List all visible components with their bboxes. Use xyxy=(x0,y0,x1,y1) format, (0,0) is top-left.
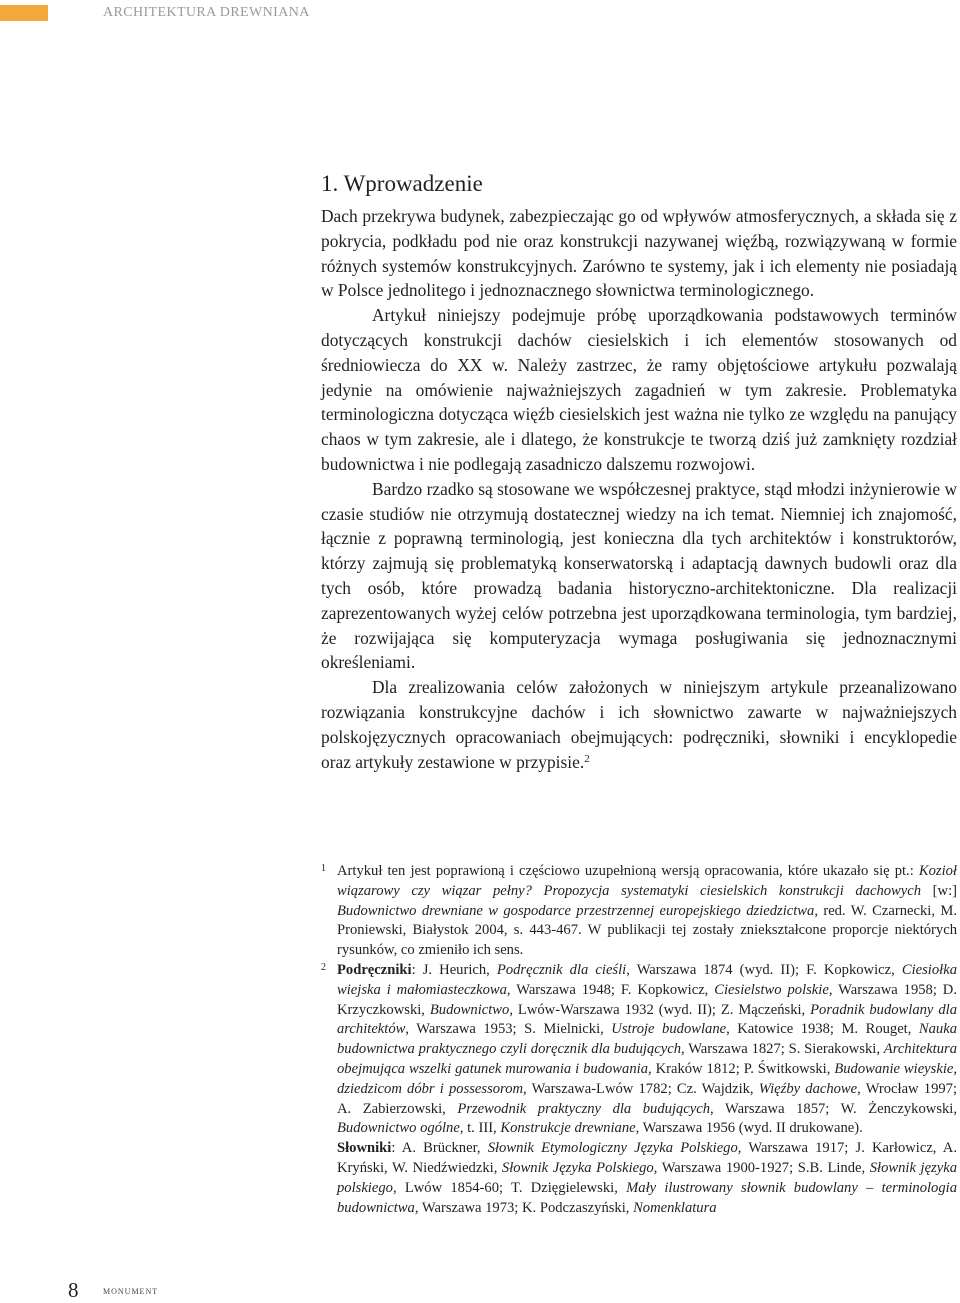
fn-title: Konstrukcje drewniane xyxy=(500,1120,636,1137)
page-number: 8 xyxy=(68,1278,79,1302)
footnote-number: 2 xyxy=(321,961,326,973)
fn-text: [w:] xyxy=(921,882,957,899)
paragraph-2: Artykuł niniejszy podejmuje próbę uporządkowania podstawowych terminów dotyczących konstrukcji dachów ciesielskich i ich elementów stosowanych od średniowiecza do XX w. Należy zastrzec, że ramy objętościowe artykułu pozwalają jedynie na omówienie najważniejszych zagadnień w tym zakresie. Problematyka terminologiczna dotycząca więźb ciesielskich jest ważna nie tylko ze względu na panujący chaos w tym zakresie, ale i dlatego, że konstrukcje te tworzą dziś już zamknięty rozdział budownictwa i nie podlegają zasadniczo dalszemu rozwojowi. xyxy=(321,305,957,474)
fn-title: Ustroje budowlane xyxy=(611,1021,727,1038)
footnote-1 xyxy=(321,862,957,961)
fn-text: , t. III, xyxy=(459,1120,501,1137)
footnotes xyxy=(321,862,957,1218)
fn-text: , Lwów 1854-60; T. Dzięgielewski, xyxy=(392,1179,627,1196)
footnote-2 xyxy=(321,961,957,1139)
fn-text: , Kraków 1812; P. Świtkowski, xyxy=(648,1060,835,1077)
running-header: ARCHITEKTURA DREWNIANA xyxy=(103,5,310,20)
fn-text: , Wrocław 1997; A. Zabierzowski, xyxy=(337,1080,958,1117)
fn-title: Słownik języka polskiego xyxy=(337,1159,957,1196)
fn-text: , Warszawa-Lwów 1782; Cz. Wajdzik, xyxy=(523,1080,759,1097)
paragraph-4-text: Dla zrealizowania celów założonych w niniejszym artykule przeanalizowano rozwiązania konstrukcyjne dachów i ich słownictwo zawarte w najważniejszych polskojęzycznych opracowaniach obejmujących: podręczniki, słowniki i encyklopedie oraz artykuły zestawione w przypisie. xyxy=(321,677,957,772)
fn-text: , Warszawa 1857; W. Żenczykowski, xyxy=(710,1100,957,1117)
fn-title: Słownik Języka Polskiego xyxy=(501,1159,654,1176)
fn-text: , Warszawa 1958; D. Krzyczkowski, xyxy=(337,981,957,1018)
fn-text: , Warszawa 1874 (wyd. II); F. Kopkowicz, xyxy=(626,961,902,978)
fn-title: Budownictwo xyxy=(429,1001,510,1018)
fn-title: Architektura obejmująca wszelki gatunek murowania i budowania xyxy=(337,1041,957,1077)
fn-text: Artykuł ten jest poprawioną i częściowo uzupełnioną wersją opracowania, które ukazało się pt.: xyxy=(337,863,919,879)
body-text xyxy=(321,204,957,774)
fn-label: Podręczniki xyxy=(337,961,412,978)
fn-text: , Warszawa 1956 (wyd. II drukowane). xyxy=(635,1120,863,1137)
fn-title: Nauka budownictwa praktycznego czyli doręcznik dla budujących xyxy=(337,1021,958,1058)
fn-text: , Warszawa 1953; S. Mielnicki, xyxy=(405,1021,612,1038)
fn-title: Więźby dachowe xyxy=(758,1080,858,1097)
fn-text: , Warszawa 1973; K. Podczaszyński, xyxy=(414,1199,634,1216)
fn-title: Przewodnik praktyczny dla budujących xyxy=(457,1100,711,1117)
paragraph-1: Dach przekrywa budynek, zabezpieczając go od wpływów atmosferycznych, a składa się z pokrycia, podkładu pod nie oraz konstrukcji nazywanej więźbą, rozwiązywaną w formie różnych systemów konstrukcyjnych. Zarówno te systemy, jak i ich elementy nie posiadają w Polsce jednolitego i jednoznacznego słownictwa terminologicznego. xyxy=(321,206,957,301)
footnote-2-continued xyxy=(321,1139,957,1218)
fn-text: , Warszawa 1900-1927; S.B. Linde, xyxy=(653,1159,870,1176)
fn-text: , Lwów-Warszawa 1932 (wyd. II); Z. Mączeński, xyxy=(509,1001,811,1018)
fn-text: , Katowice 1938; M. Rouget, xyxy=(726,1021,919,1038)
fn-text: : J. Heurich, xyxy=(411,961,497,978)
fn-title: Mały ilustrowany słownik budowlany – terminologia budownictwa xyxy=(337,1179,957,1216)
fn-text: , Warszawa 1827; S. Sierakowski, xyxy=(681,1041,884,1058)
fn-title: Podręcznik dla cieśli xyxy=(496,961,627,978)
fn-title: Budowanie wieyskie, dziedzicom dóbr i possessorom xyxy=(337,1060,957,1097)
header-accent-bar xyxy=(0,5,48,21)
fn-title: Budownictwo drewniane w gospodarce przestrzennej europejskiego dziedzictwa xyxy=(337,902,815,919)
section-title: 1. Wprowadzenie xyxy=(321,171,483,196)
fn-title: Słownik Etymologiczny Języka Polskiego xyxy=(487,1140,738,1157)
fn-text: , Warszawa 1917; J. Karłowicz, A. Kryński, W. Niedźwiedzki, xyxy=(337,1140,957,1176)
footnote-ref-2[interactable]: 2 xyxy=(584,752,590,765)
fn-text: : A. Brückner, xyxy=(391,1140,488,1157)
paragraph-4 xyxy=(321,675,957,774)
fn-title: Nomenklatura xyxy=(633,1199,717,1216)
journal-name: monument xyxy=(103,1285,159,1297)
fn-title: Kozioł wiązarowy czy wiązar pełny? Propozycja systematyki ciesielskich konstrukcji dachowych xyxy=(337,863,957,899)
fn-text: , red. W. Czarnecki, M. Proniewski, Białystok 2004, s. 443-467. W publikacji tej zostały zniekształcone proporcje niektórych rysunków, co zmieniło ich sens. xyxy=(337,902,957,959)
fn-title: Poradnik budowlany dla architektów xyxy=(337,1001,957,1038)
main-content xyxy=(321,170,957,774)
fn-title: Ciesiołka wiejska i małomiasteczkowa xyxy=(337,961,957,998)
footnote-number: 1 xyxy=(321,863,326,874)
fn-title: Ciesielstwo polskie xyxy=(714,981,829,998)
fn-title: Budownictwo ogólne xyxy=(337,1120,460,1137)
fn-text: , Warszawa 1948; F. Kopkowicz, xyxy=(506,981,715,998)
paragraph-3: Bardzo rzadko są stosowane we współczesnej praktyce, stąd młodzi inżynierowie w czasie studiów nie otrzymują dostatecznej wiedzy na ich temat. Niemniej ich znajomość, łącznie z poprawną terminologią, jest konieczna dla tych architektów i konstruktorów, którzy zajmują się problematyką konserwatorską i adaptacją dawnych budowli oraz dla tych osób, które prowadzą badania historyczno-architektoniczne. Dla realizacji zaprezentowanych wyżej celów potrzebna jest uporządkowana terminologia, tym bardziej, że rozwijająca się komputeryzacja wymaga posługiwania się jednoznacznymi określeniami. xyxy=(321,478,957,673)
fn-label: Słowniki xyxy=(337,1140,392,1157)
